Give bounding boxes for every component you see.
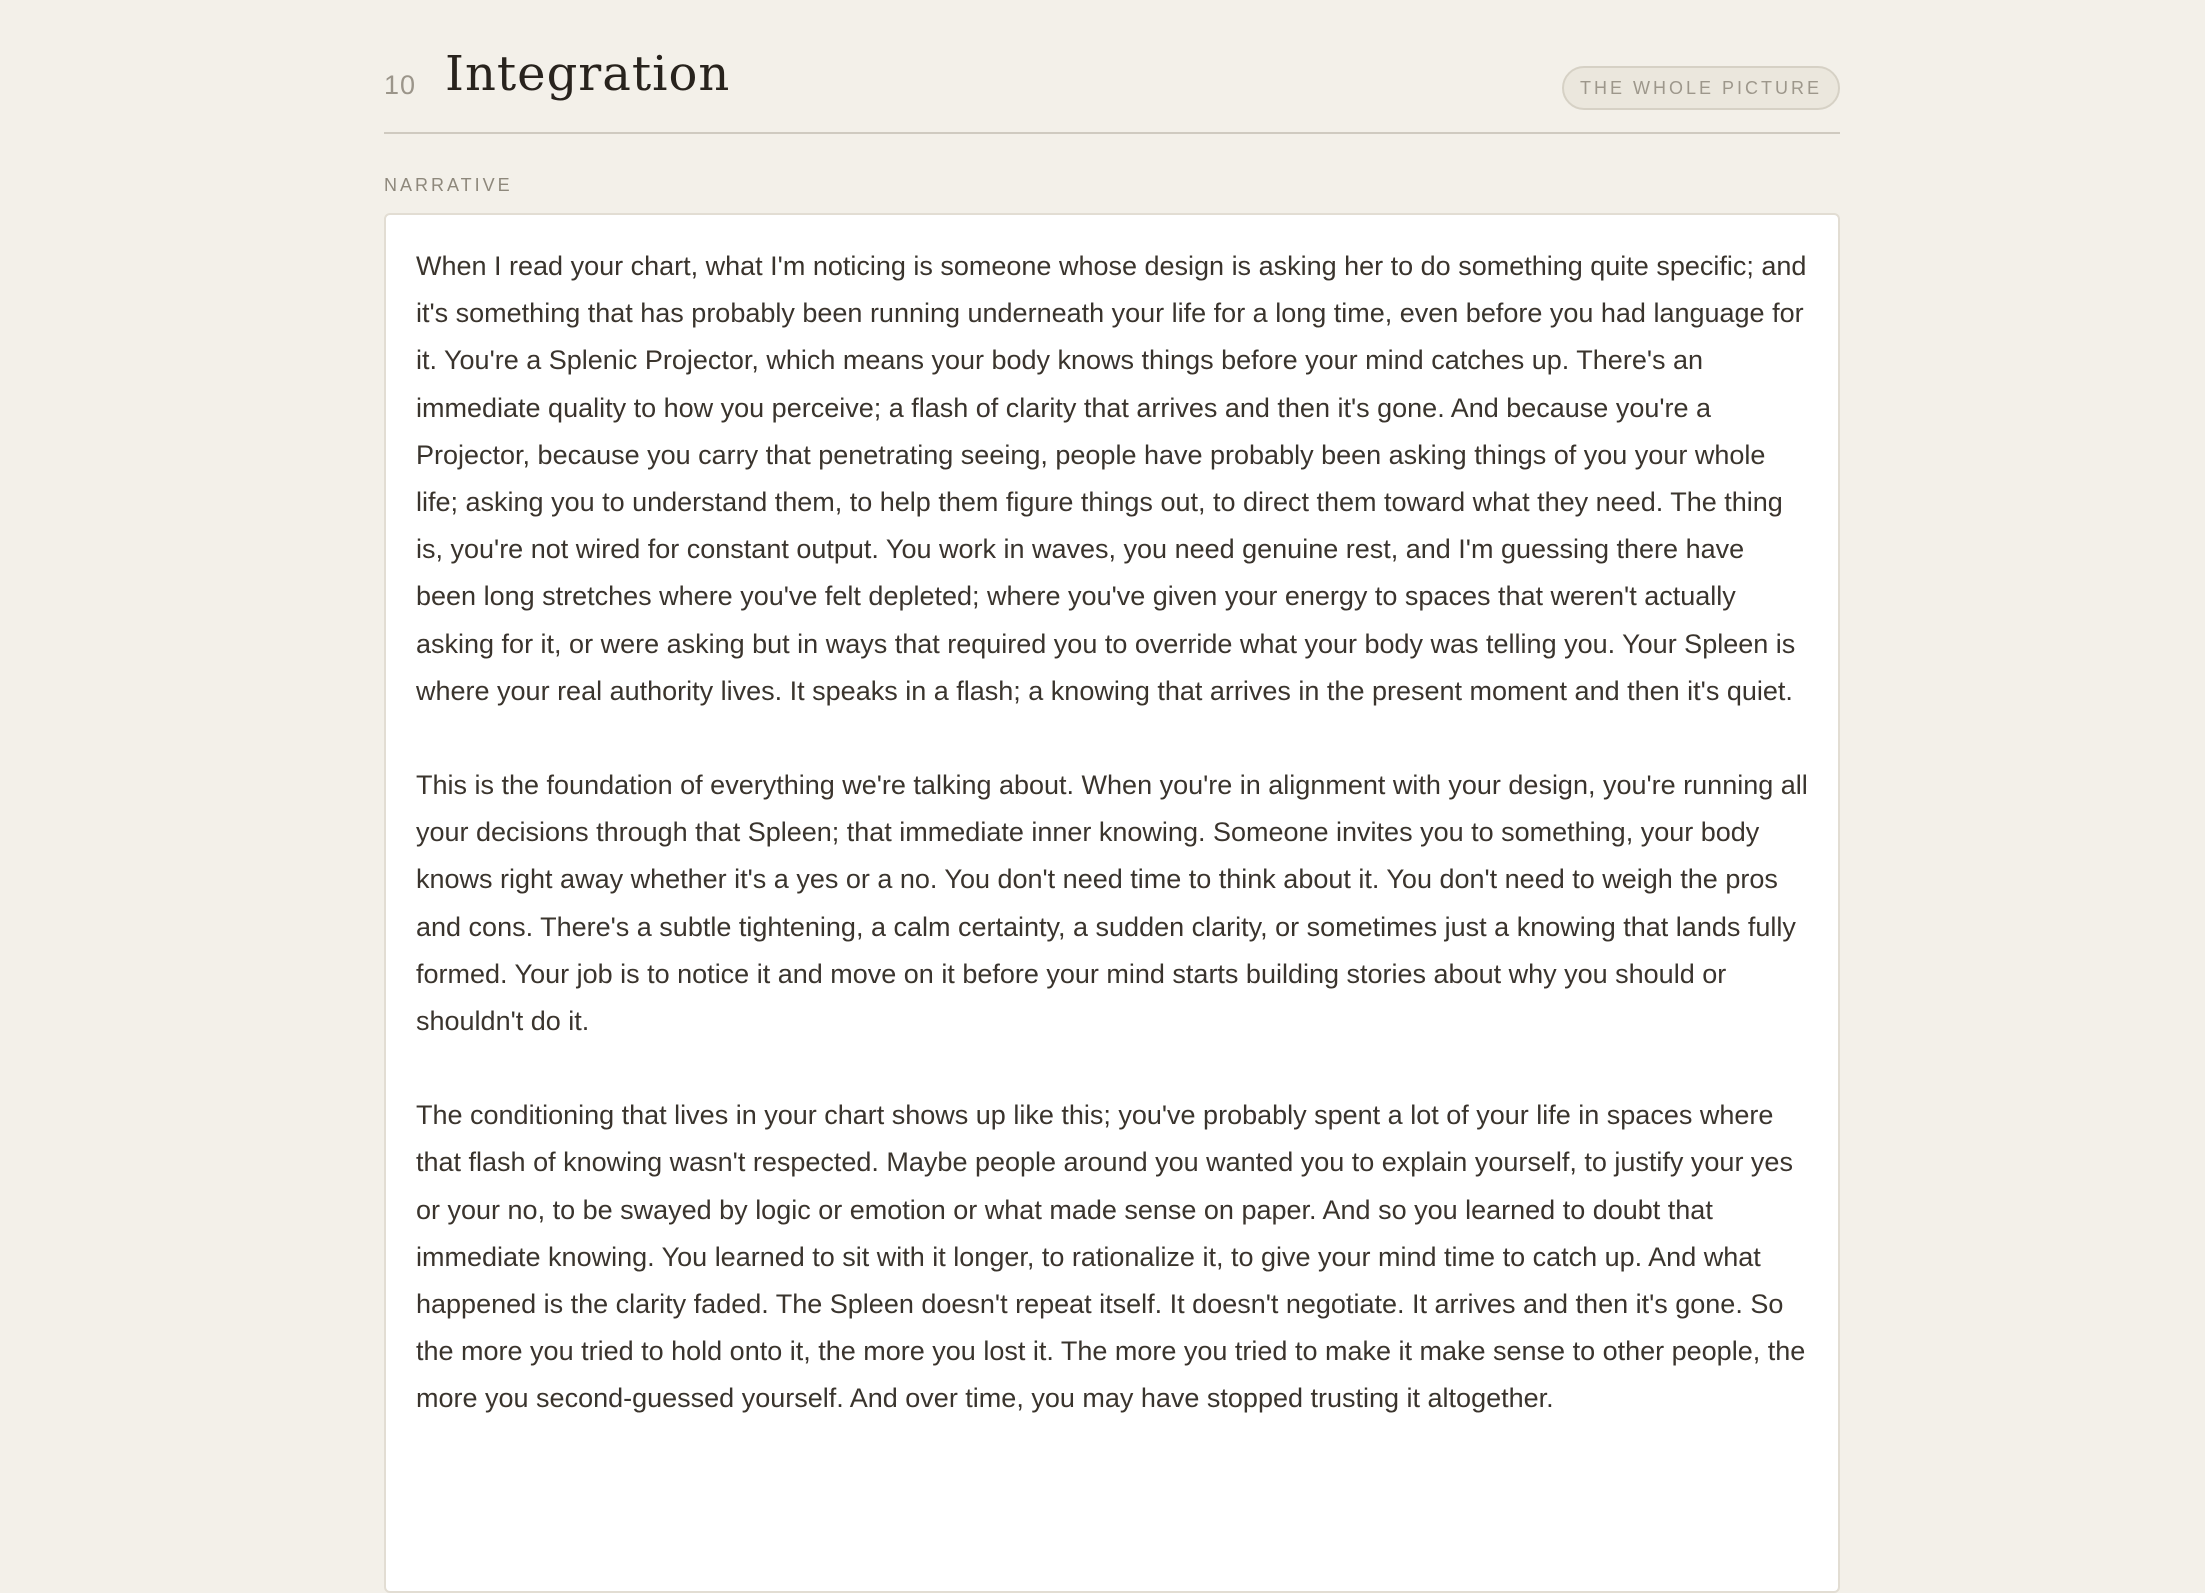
- narrative-paragraph-1: When I read your chart, what I'm noticing is someone whose design is asking her to do something quite specific; and it's something that has probably been running underneath your life for a long time, even before you had language for it. You're a Splenic Projector, which means your body knows things before your mind catches up. There's an immediate quality to how you perceive; a flash of clarity that arrives and then it's gone. And because you're a Projector, because you carry that penetrating seeing, people have probably been asking things of you your whole life; asking you to understand them, to help them figure things out, to direct them toward what they need. The thing is, you're not wired for constant output. You work in waves, you need genuine rest, and I'm guessing there have been long stretches where you've felt depleted; where you've given your energy to spaces that weren't actually asking for it, or were asking but in ways that required you to override what your body was telling you. Your Spleen is where your real authority lives. It speaks in a flash; a knowing that arrives in the present moment and then it's quiet.: [416, 251, 1807, 706]
- section-header: [384, 0, 1840, 134]
- section-title: Integration: [445, 46, 731, 102]
- section-tag-badge: THE WHOLE PICTURE: [1562, 66, 1840, 110]
- section-number: 10: [384, 70, 417, 100]
- narrative-paragraph-2: This is the foundation of everything we're talking about. When you're in alignment with your design, you're running all your decisions through that Spleen; that immediate inner knowing. Someone invites you to something, your body knows right away whether it's a yes or a no. You don't need time to think about it. You don't need to weigh the pros and cons. There's a subtle tightening, a calm certainty, a sudden clarity, or sometimes just a knowing that lands fully formed. Your job is to notice it and move on it before your mind starts building stories about why you should or shouldn't do it.: [416, 770, 1808, 1037]
- section-container: [384, 0, 1840, 1414]
- narrative-card: [384, 213, 1840, 1593]
- narrative-paragraph-3: The conditioning that lives in your chart shows up like this; you've probably spent a lot of your life in spaces where that flash of knowing wasn't respected. Maybe people around you wanted you to explain yourself, to justify your yes or your no, to be swayed by logic or emotion or what made sense on paper. And so you learned to doubt that immediate knowing. You learned to sit with it longer, to rationalize it, to give your mind time to catch up. And what happened is the clarity faded. The Spleen doesn't repeat itself. It doesn't negotiate. It arrives and then it's gone. So the more you tried to hold onto it, the more you lost it. The more you tried to make it make sense to other people, the more you second-guessed yourself. And over time, you may have stopped trusting it altogether.: [416, 1100, 1806, 1414]
- narrative-label: NARRATIVE: [384, 175, 513, 195]
